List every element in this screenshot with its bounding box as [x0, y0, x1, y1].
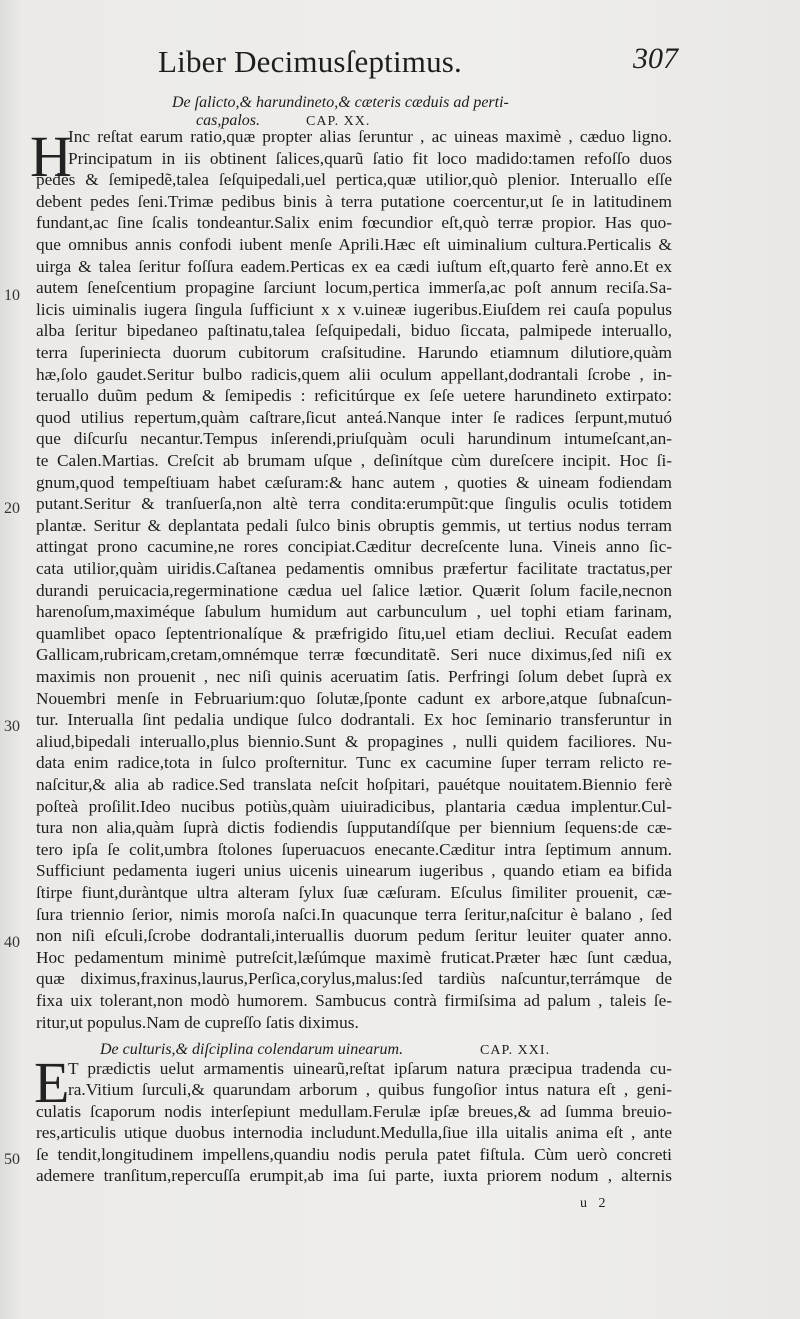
- text-line: licis uiminalis iugera ſingula ſufficiunt x x v.uineæ iugeribus.Eiuſdem rei cauſa populus: [36, 299, 672, 319]
- line-number-40: 40: [4, 934, 20, 951]
- line-number-50: 50: [4, 1151, 20, 1168]
- text-line: Inc reſtat earum ratio,quæ propter alias ſeruntur , ac uineas maximè , cæduo ligno.: [68, 127, 672, 146]
- text-line: non niſi eſculi,ſcrobe dodrantali,interuallis duorum pedum ſeritur leuiter quater anno.: [36, 926, 672, 946]
- text-line: hæ,ſolo gaudet.Seritur bulbo radicis,quem alii oculum appellant,dodrantali ſcrobe , in-: [36, 364, 672, 384]
- chapter-20-number: CAP. XX.: [306, 114, 371, 129]
- text-line: Nouembri menſe in Februarium:quo ſolutæ,ſponte cadunt ex arbore,atque ſubnaſcun-: [36, 688, 672, 708]
- text-line: aliud,bipedali interuallo,plus biennio.Sunt & propagines , nulli quidem faciliores. Nu-: [36, 731, 672, 751]
- text-line: poſteà proſilit.Ideo nucibus potiùs,quàm uiuiradicibus, plantaria cædua implentur.Cul-: [36, 796, 672, 816]
- text-line: ſura triennio ſerior, nimis moroſa naſci.In quacunque terra ſeritur,naſcitur è balano , ſed: [36, 904, 672, 924]
- text-line: te Calen.Martias. Creſcit ab brumam uſque , deſinítque cùm dureſcere incipit. Hoc ſi-: [36, 451, 672, 470]
- text-line: que diſcurſu necantur.Tempus inſerendi,priuſquàm oculi harundinum intumeſcant,an-: [36, 429, 672, 449]
- text-line: autem ſeneſcentium propagine ſarciunt locum,pertica immerſa,ac poſt annum reciſa.Sa-: [36, 278, 672, 298]
- text-line: tura non alia,quàm ſuprà dictis fodiendis ſupputandíſque per biennium ſequens:de cæ-: [36, 818, 672, 838]
- chapter-20-title-line-2: cas,palos.: [196, 112, 260, 129]
- line-number-30: 30: [4, 718, 20, 735]
- text-line: quamlibet opaco ſeptentrionalíque & præfrigido ſitu,uel etiam decliui. Recuſat eadem: [36, 623, 672, 643]
- chapter-20-title-line-1: De ſalicto,& harundineto,& cæteris cæduis ad perti-: [172, 94, 509, 111]
- text-line: debent pedes ſeni.Trimæ pedibus binis à terra putatione coercentur,ut ſe in latitudinem: [36, 191, 672, 211]
- text-line: ra.Vitium ſurculi,& quarundam arborum , quibus fungoſior intus natura eſt , geni-: [68, 1080, 672, 1100]
- text-line: que omnibus annis confodi iubent menſe Aprili.Hæc eſt uiminalium cultura.Perticalis &: [36, 235, 672, 254]
- running-head-title: Liber Decimusſeptimus.: [158, 44, 463, 79]
- text-line: tur. Interualla ſint pedalia undique ſulco dodrantali. Ex hoc ſeminario transferuntur in: [36, 710, 672, 730]
- drop-cap-e: E: [34, 1050, 70, 1115]
- text-line: uirga & talea ſeritur foſſura eadem.Perticas ex ea cædi iuſtum eſt,quarto ferè anno.Et ex: [36, 256, 672, 276]
- text-line: res,articulis utique duobus internodia includunt.Medulla,ſiue illa uitalis anima eſt , ante: [36, 1123, 672, 1143]
- text-line: cata utilior,quàm uiridis.Caſtanea pedamentis omnibus præfertur facilitate tractatus,per: [36, 559, 672, 578]
- text-line: attingat prono cacumine,ne rores concipiat.Cæditur decreſcente luna. Vineis anno ſic-: [36, 537, 672, 557]
- text-line: putant.Seritur & tranſuerſa,non altè terra condita:erumpũt:que ſingulis oculis totidem: [36, 494, 672, 514]
- text-line: teruallo duũm pedum & ſemipedis : reficitúrque ex ſeſe uetere harundineto extirpato:: [36, 386, 672, 406]
- text-line: Gallicam,rubricam,cretam,omnémque terræ fœcunditatẽ. Seri nuce diximus,ſed niſi ex: [36, 645, 672, 665]
- text-line: fundant,ac ſine ſcalis tondeantur.Salix enim fœcundior eſt,quò terræ propior. Has quo-: [36, 213, 672, 233]
- page-number: 307: [633, 42, 678, 75]
- text-line: ritur,ut populus.Nam de cupreſſo ſatis diximus.: [36, 1012, 359, 1032]
- text-line: Hoc pedamentum minimè putreſcit,læſúmque maximè fruticat.Præter hæc ſunt cædua,: [36, 947, 672, 967]
- text-line: durandi peruicacia,regerminatione cædua uel ſalice lætior. Quærit ſolum facile,necnon: [36, 580, 672, 600]
- text-line: terra ſuperiniecta duorum cubitorum craſsitudine. Harundo etiamnum dilutiore,quàm: [36, 343, 672, 362]
- text-line: harenoſum,maximéque ſabulum humidum aut carbunculum , uel tophi etiam farinam,: [36, 602, 672, 622]
- text-line: ſe tendit,longitudinem impellens,quandiu nodis perula patet fiſtula. Cùm uerò concreti: [36, 1144, 672, 1164]
- chapter-20-heading: [172, 93, 509, 112]
- text-line: tero ipſa ſe colit,umbra ſtolones ſuperuacuos enecante.Cæditur intra ſeptimum annum.: [36, 839, 672, 859]
- line-number-20: 20: [4, 500, 20, 517]
- text-line: data enim radice,tota in ſulco proſternitur. Tunc ex cacumine ſuper terram relicto re-: [36, 753, 672, 773]
- text-line: naſcitur,& alia ab radice.Sed translata neſcit hoſpitari, pauétque nouitatem.Biennio ferè: [36, 775, 672, 794]
- text-line: maximis non prouenit , nec niſi quinis aceruatim ſatis. Perfringi ſolum debet ſuprà ex: [36, 667, 672, 686]
- drop-cap-h: H: [30, 124, 72, 189]
- text-line: alba ſeritur bipedaneo paſtinatu,talea ſeſquipedali, biduo ſiccata, palmipede interuallo,: [36, 321, 672, 341]
- text-line: Sufficiunt pedamenta iugeri unius uicenis uinearum iugeribus , quando etiam ea bifida: [36, 861, 672, 881]
- chapter-21-heading: [100, 1040, 620, 1059]
- text-line: T prædictis uelut armamentis uinearũ,reſtat ipſarum natura præcipua tradenda cu-: [68, 1059, 672, 1078]
- running-head: [158, 44, 678, 84]
- text-line: Principatum in iis obtinent ſalices,quarũ ſatio fit loco madido:tamen refoſſo duos: [68, 148, 672, 168]
- text-line: ſtirpe fiunt,duràntque ultra alteram ſylux ſuæ cæſuram. Eſculus ſimiliter prouenit, cæ-: [36, 883, 672, 902]
- text-line: quæ diximus,fraxinus,laurus,Perſica,corylus,malus:ſed tardiùs naſcuntur,terrámque de: [36, 969, 672, 989]
- chapter-21-number: CAP. XXI.: [480, 1043, 551, 1058]
- text-line: quod utilius repertum,quàm caſtrare,ſicut anteá.Nanque inter ſe radices ſerpunt,mutuó: [36, 407, 672, 427]
- text-line: plantæ. Seritur & deplantata pedali ſulco binis obruptis gemmis, ut tertius nodus terram: [36, 515, 672, 535]
- signature-mark: u 2: [580, 1196, 610, 1211]
- text-line: fixa uix tolerant,non modò humorem. Sambucus contrà firmiſsima ad palum , taleis ſe-: [36, 991, 672, 1010]
- text-line: ademere tranſitum,repercuſſa erumpit,ab ima ſui parte, iuxta priorem nodum , alternis: [36, 1166, 672, 1185]
- chapter-21-title: De culturis,& diſciplina colendarum uinearum.: [100, 1041, 404, 1058]
- text-line: pedes & ſemipedẽ,talea ſeſquipedali,uel pertica,quæ utilior,quò plenior. Interuallo eſſe: [36, 170, 672, 190]
- line-number-10: 10: [4, 287, 20, 304]
- text-line: culatis ſcaporum nodis interſepiunt medullam.Ferulæ ipſæ breues,& ad ſumma breuio-: [36, 1101, 672, 1121]
- text-line: gnum,quod tempeſtiuam habet cæſuram:& hanc autem , quoties & uineam fodiendam: [36, 472, 672, 492]
